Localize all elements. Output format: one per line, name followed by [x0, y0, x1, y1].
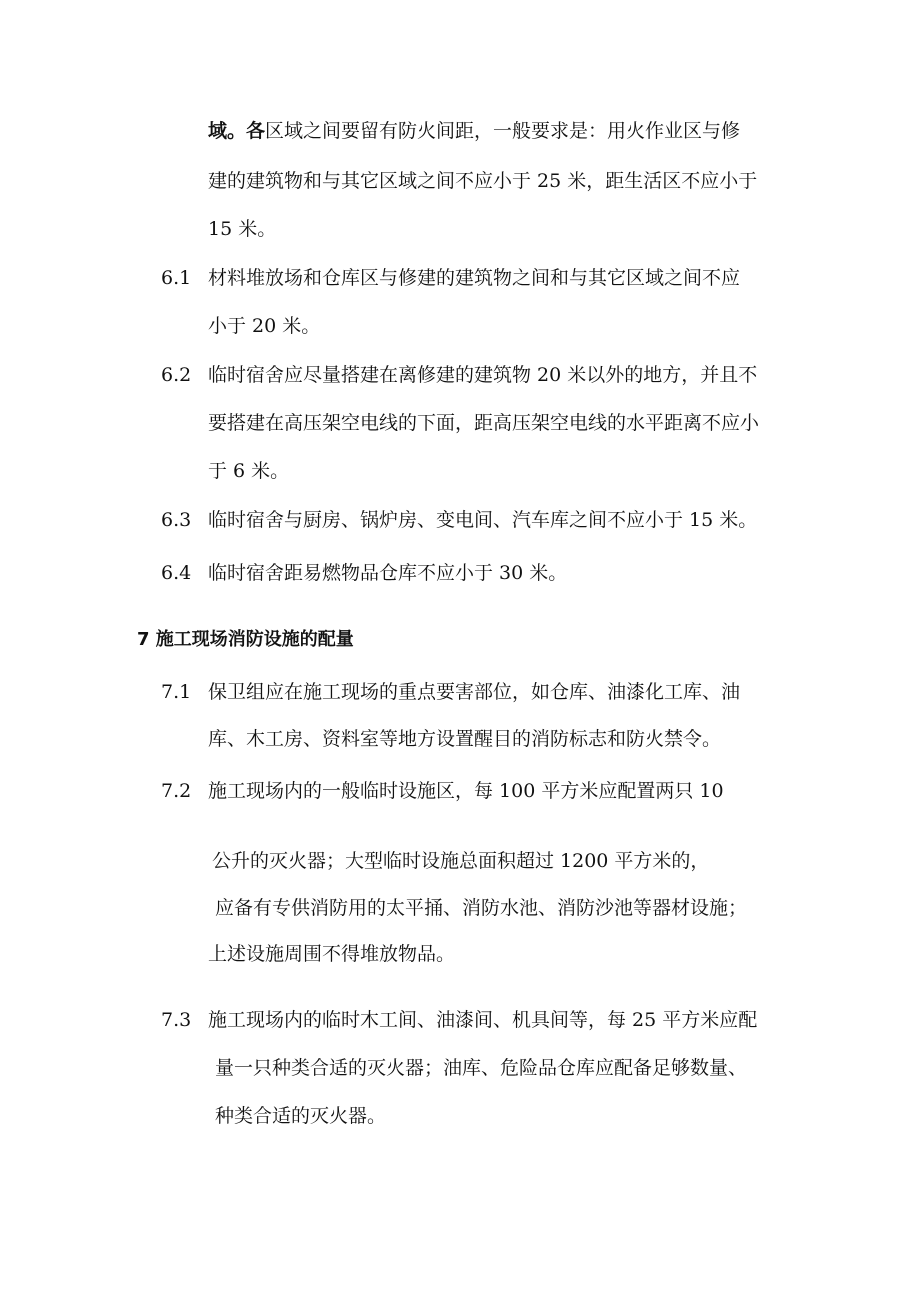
- intro-line-3: 15 米。: [208, 218, 277, 240]
- list-item-line: 公升的灭火器；大型临时设施总面积超过 1200 平方米的，: [212, 850, 710, 872]
- item-number: 6.3: [161, 509, 192, 531]
- list-item-line: 种类合适的灭火器。: [215, 1105, 387, 1127]
- list-item-line: 材料堆放场和仓库区与修建的建筑物之间和与其它区域之间不应: [208, 267, 741, 289]
- item-number: 6.1: [161, 267, 192, 289]
- list-item-line: 库、木工房、资料室等地方设置醒目的消防标志和防火禁令。: [208, 728, 722, 750]
- section-heading: 7 施工现场消防设施的配量: [137, 629, 354, 650]
- list-item-line: 施工现场内的临时木工间、油漆间、机具间等，每 25 平方米应配: [208, 1009, 758, 1031]
- intro-line-2: 建的建筑物和与其它区域之间不应小于 25 米，距生活区不应小于: [208, 170, 758, 192]
- list-item-line: 应备有专供消防用的太平捅、消防水池、消防沙池等器材设施；: [215, 897, 748, 919]
- intro-lead: 域。各: [208, 120, 266, 142]
- item-number: 7.2: [161, 780, 192, 802]
- intro-line-1-text: 区域之间要留有防火间距，一般要求是：用火作业区与修: [265, 120, 741, 142]
- item-number: 7.3: [161, 1009, 192, 1031]
- item-number: 6.4: [161, 562, 192, 584]
- list-item-line: 量一只种类合适的灭火器；油库、危险品仓库应配备足够数量、: [215, 1057, 748, 1079]
- list-item-line: 施工现场内的一般临时设施区，每 100 平方米应配置两只 10: [208, 780, 724, 802]
- item-number: 7.1: [161, 681, 192, 703]
- item-number: 6.2: [161, 364, 192, 386]
- list-item-line: 临时宿舍应尽量搭建在离修建的建筑物 20 米以外的地方，并且不: [208, 364, 758, 386]
- list-item-line: 临时宿舍与厨房、锅炉房、变电间、汽车库之间不应小于 15 米。: [208, 509, 758, 531]
- list-item-line: 小于 20 米。: [208, 315, 321, 337]
- intro-line-1: [208, 119, 740, 143]
- list-item-line: 于 6 米。: [208, 460, 290, 482]
- list-item-line: 要搭建在高压架空电线的下面，距高压架空电线的水平距离不应小: [208, 412, 760, 434]
- list-item-line: 保卫组应在施工现场的重点要害部位，如仓库、油漆化工库、油: [208, 681, 741, 703]
- list-item-line: 上述设施周围不得堆放物品。: [208, 943, 456, 965]
- list-item-line: 临时宿舍距易燃物品仓库不应小于 30 米。: [208, 562, 568, 584]
